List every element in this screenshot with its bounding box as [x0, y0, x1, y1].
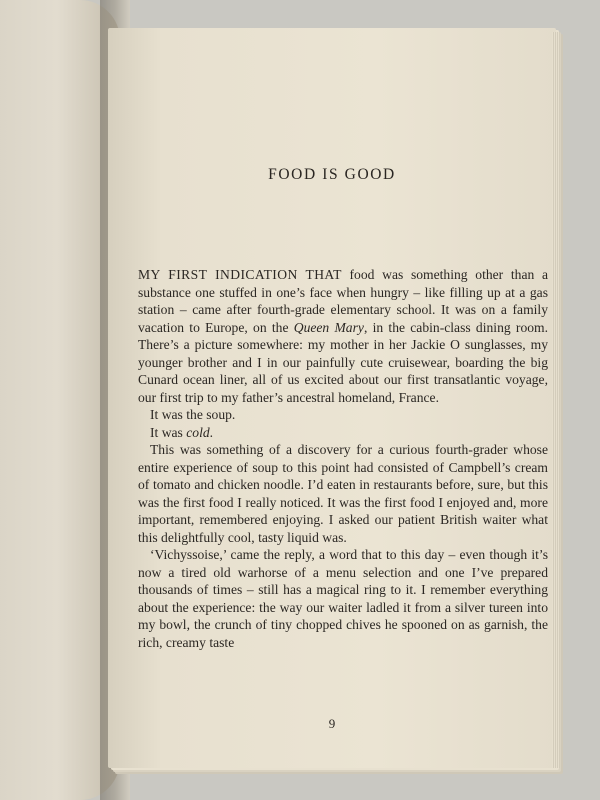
- paragraph-4: This was something of a discovery for a curious fourth-grader whose entire experience of soup to this point had consisted of Campbell’s cream of tomato and chicken noodle. I’d eaten in restaurants before, sure, but this was the first food I really noticed. It was the first food I enjoyed and, more important, remembered enjoying. I asked our patient British waiter what this delightfully cool, tasty liquid was.: [138, 442, 548, 545]
- paragraph-5: ‘Vichyssoise,’ came the reply, a word that to this day – even though it’s now a tired old warhorse of a menu selection and one I’ve prepared thousands of times – still has a magical ring to it. I remember everything about the experience: the way our waiter ladled it from a silver tureen into my bowl, the crunch of tiny chopped chives he spooned on as garnish, the rich, creamy taste: [138, 547, 548, 650]
- paragraph-1-text-a: food was something other than a substance one stuffed in one’s face when hungry – like filling up at a gas station – came after fourth-grade elementary school. It was on a family vacation to Europe, on the: [138, 267, 548, 335]
- paragraph-3-text-b: .: [209, 424, 214, 440]
- page-edges: [552, 32, 560, 768]
- opening-small-caps: MY FIRST INDICATION THAT: [138, 267, 342, 282]
- chapter-body: [138, 266, 548, 651]
- chapter-title: FOOD IS GOOD: [268, 166, 396, 183]
- paragraph-1-text-b: , in the cabin-class dining room. There’s a picture somewhere: my mother in her Jackie O sunglasses, my younger brother and I in our painfully cute cruisewear, boarding the big Cunard ocean liner, all of us excited about our first transatlantic voyage, our first trip to my father’s ancestral homeland, France.: [138, 319, 549, 405]
- ship-name: Queen Mary: [293, 319, 364, 335]
- page-number: 9: [328, 716, 336, 731]
- paragraph-1: [138, 266, 548, 406]
- paragraph-2: It was the soup.: [150, 407, 236, 422]
- paragraph-3: [138, 424, 548, 442]
- paragraph-3-text-a: It was: [150, 424, 187, 440]
- emphasis-cold: cold: [186, 424, 210, 440]
